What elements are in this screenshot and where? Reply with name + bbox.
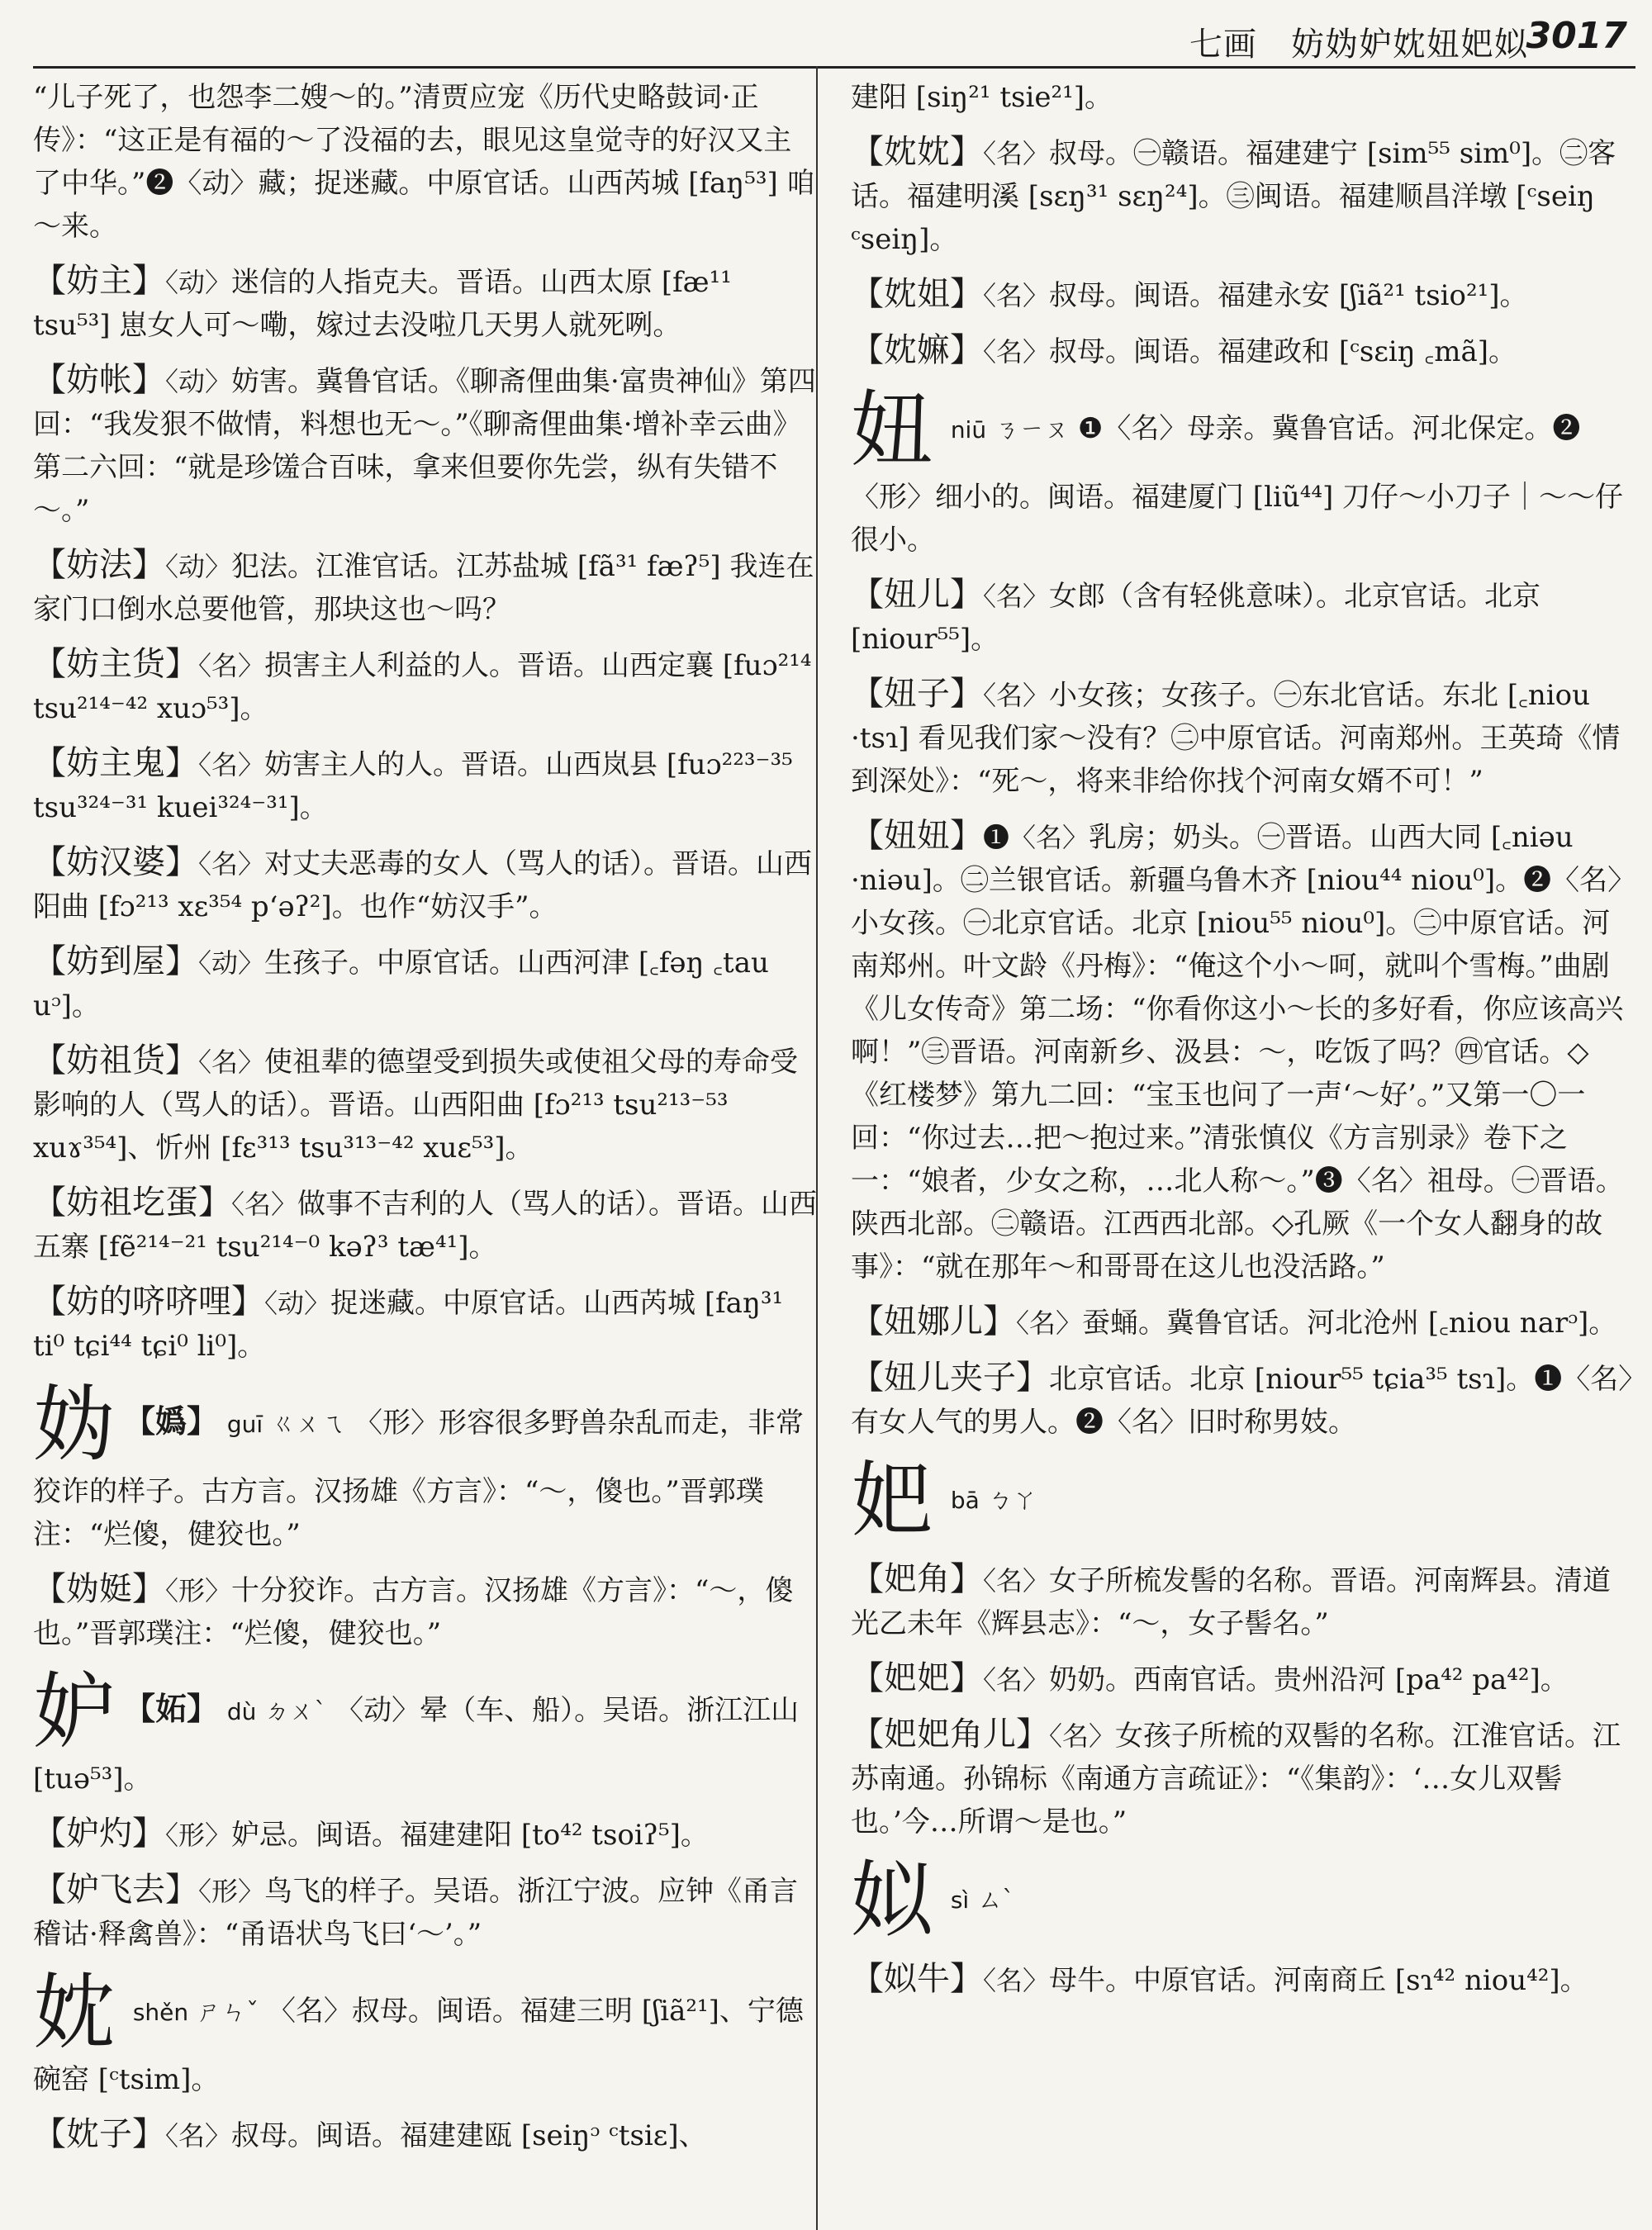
zhuyin: ㄍㄨㄟ <box>271 1410 346 1439</box>
pinyin: sì <box>950 1886 970 1914</box>
entry-pos: 〈形〉 <box>354 1407 439 1440</box>
left-column <box>33 76 818 2230</box>
character-entry <box>33 1964 818 2101</box>
entry-pos: 〈名〉 <box>983 1565 1050 1597</box>
entry-definition: 小女孩；女孩子。㊀东北官话。东北 [꜀niou ·tsɿ] 看见我们家～没有？㊁中原官话。河南郑州。王英琦《情到深处》：“死～，将来非给你找个河南女婿不可！” <box>851 679 1621 798</box>
dictionary-entry <box>851 329 1635 373</box>
continued-text: “儿子死了，也怨李二嫂～的。”清贾应宠《历代史略鼓词·正传》：“这正是有福的～了没福的去，眼见这皇觉寺的好汉又主了中华。”❷〈动〉藏；捉迷藏。中原官话。山西芮城 [faŋ⁵³] 咱～来。 <box>33 81 815 243</box>
entry-definition: 犯法。江淮官话。江苏盐城 [fã³¹ fæʔ⁵] 我连在家门口倒水总要他管，那块这也～吗？ <box>33 550 814 626</box>
entry-headword: 【妨祖货】 <box>33 1041 198 1079</box>
dictionary-entry <box>33 1868 818 1956</box>
head-character: 妒 <box>33 1663 116 1760</box>
entry-pos: 〈名〉 <box>267 1995 352 2028</box>
dictionary-entry <box>851 573 1635 661</box>
entry-headword: 【妞妞】 <box>851 817 983 855</box>
entry-headword: 【妨汉婆】 <box>33 843 198 881</box>
entry-pos: 〈名〉 <box>1016 1307 1083 1339</box>
entry-definition: 叔母。闽语。福建永安 [ʃiã²¹ tsio²¹]。 <box>1049 279 1528 312</box>
entry-headword: 【妨法】 <box>33 546 165 584</box>
zhuyin: ㄋㄧㄡ <box>995 415 1070 444</box>
zhuyin: ㄕㄣˇ <box>197 1998 259 2027</box>
entry-headword: 【妉子】 <box>33 2115 165 2153</box>
entry-headword: 【妞子】 <box>851 675 983 713</box>
head-character: 妞 <box>851 382 933 478</box>
entry-definition: 奶奶。西南官话。贵州沿河 [pa⁴² pa⁴²]。 <box>1049 1663 1569 1696</box>
entry-headword: 【妨帐】 <box>33 361 165 399</box>
entry-definition: 生孩子。中原官话。山西河津 [꜀fəŋ ꜀tau uᵓ]。 <box>33 947 769 1022</box>
entry-headword: 【妨祖圪蛋】 <box>33 1184 231 1222</box>
entry-pos: 〈动〉 <box>165 551 232 582</box>
dictionary-entry <box>851 1356 1635 1444</box>
entry-definition: 做事不吉利的人（骂人的话）。晋语。山西五寨 [fẽ²¹⁴⁻²¹ tsu²¹⁴⁻⁰ kəʔ³ tæ⁴¹]。 <box>33 1188 818 1264</box>
entry-pos: 〈名〉 <box>983 680 1050 711</box>
entry-definition: 叔母。㊀赣语。福建建宁 [sim⁵⁵ sim⁰]。㊁客话。福建明溪 [sɛŋ³¹ sɛŋ²⁴]。㊂闽语。福建顺昌洋墩 [ᶜseiŋ ᶜseiŋ]。 <box>851 137 1616 256</box>
entry-definition: 叔母。闽语。福建政和 [ᶜsɛiŋ ꜀mã]。 <box>1049 335 1517 368</box>
entry-pos: 〈名〉 <box>983 336 1050 368</box>
entry-headword: 【妉姐】 <box>851 275 983 313</box>
entry-pos: 〈动〉 <box>335 1694 420 1727</box>
character-entry <box>851 1452 1635 1549</box>
entry-headword: 【妞儿】 <box>851 576 983 614</box>
entry-pos: 〈名〉 <box>983 581 1050 612</box>
entry-headword: 【妞娜儿】 <box>851 1302 1016 1340</box>
entry-headword: 【妨主货】 <box>33 645 198 683</box>
dictionary-entry <box>851 1300 1635 1345</box>
head-character: 妫 <box>33 1376 116 1473</box>
pinyin: bā <box>950 1487 980 1514</box>
entry-pos: 〈名〉 <box>983 1965 1050 1996</box>
dictionary-entry <box>33 1568 818 1655</box>
entry-definition: 鸟飞的样子。吴语。浙江宁波。应钟《甬言稽诂·释禽兽》：“甬语状鸟飞曰‘～’。” <box>33 1875 799 1951</box>
entry-definition: 北京官话。北京 [niour⁵⁵ tɕia³⁵ tsɿ]。❶〈名〉有女人气的男人。❷〈名〉旧时称男妓。 <box>851 1363 1633 1439</box>
entry-definition: 使祖辈的德望受到损失或使祖父母的寿命受影响的人（骂人的话）。晋语。山西阳曲 [fɔ²¹³ tsu²¹³⁻⁵³ xuɤ³⁵⁴]、忻州 [fɛ³¹³ tsu³¹³⁻⁴² xuɛ⁵³]。 <box>33 1046 799 1165</box>
pinyin: guī <box>226 1411 263 1438</box>
entry-pos: ❶〈名〉 <box>1077 412 1188 445</box>
entry-pos: 〈形〉 <box>165 1575 232 1606</box>
dictionary-entry <box>851 814 1635 1288</box>
character-entry <box>33 1376 818 1556</box>
entry-headword: 【妞儿夹子】 <box>851 1359 1049 1397</box>
entry-definition: 叔母。闽语。福建三明 [ʃiã²¹]、宁德碗窑 [ᶜtsim]。 <box>33 1995 804 2096</box>
entry-headword: 【妒飞去】 <box>33 1871 198 1909</box>
entry-pos: 〈名〉 <box>165 2120 232 2152</box>
entry-pos: 〈名〉 <box>983 1664 1050 1696</box>
page-number: 3017 <box>1526 15 1627 57</box>
entry-headword: 【妨主】 <box>33 262 165 300</box>
dictionary-entry <box>33 1039 818 1170</box>
entry-pos: 〈名〉 <box>198 848 265 880</box>
entry-pos: 〈名〉 <box>231 1189 298 1220</box>
entry-definition: 乳房；奶头。㊀晋语。山西大同 [꜀niəu ·niəu]。㊁兰银官话。新疆乌鲁木齐 [niou⁴⁴ niou⁰]。❷〈名〉小女孩。㊀北京官话。北京 [niou⁵⁵ niou⁰]。㊁中原官话。河南郑州。叶文龄《丹梅》：“俺这个小～呵，就叫个雪梅。”曲剧《儿女传奇》第二场：“你看你这小～长的多好看，你应该高兴啊！”㊂晋语。河南新乡、汲县：～，吃饭了吗？㊃官话。◇《红楼梦》第九二回：“宝玉也问了一声‘～好’。”又第一〇一回：“你过去…把～抱过来。”清张慎仪《方言别录》卷下之一：“娘者，少女之称，…北人称～。”❸〈名〉祖母。㊀晋语。陕西北部。㊁赣语。江西西北部。◇孔厥《一个女人翻身的故事》：“就在那年～和哥哥在这儿也没活路。” <box>851 821 1624 1283</box>
entry-headword: 【妉妉】 <box>851 133 983 171</box>
dictionary-entry <box>851 1713 1635 1843</box>
dictionary-entry <box>851 1657 1635 1701</box>
dictionary-entry <box>33 940 818 1027</box>
dictionary-entry <box>851 672 1635 803</box>
entry-pos: 〈名〉 <box>1049 1720 1116 1752</box>
head-character: 妑 <box>851 1452 933 1549</box>
zhuyin: ㄉㄨˋ <box>264 1697 327 1726</box>
entry-headword: 【妨到屋】 <box>33 942 198 980</box>
dictionary-entry <box>33 1812 818 1857</box>
zhuyin: ㄅㄚ <box>987 1486 1037 1515</box>
entry-definition: 形容很多野兽杂乱而走，非常狡诈的样子。古方言。汉扬雄《方言》：“～，傻也。”晋郭璞注：“烂傻，健狡也。” <box>33 1407 804 1551</box>
zhuyin: ㄙˋ <box>977 1886 1015 1914</box>
entry-definition: 蚕蛹。冀鲁官话。河北沧州 [꜀niou narᵓ]。 <box>1082 1307 1617 1340</box>
entry-pos: 〈名〉 <box>198 749 265 780</box>
dictionary-entry <box>33 259 818 347</box>
entry-pos: 〈动〉 <box>165 366 232 397</box>
entry-definition: 母亲。冀鲁官话。河北保定。❷〈形〉细小的。闽语。福建厦门 [liũ⁴⁴] 刀仔～小刀子｜～～仔很小。 <box>851 412 1624 557</box>
character-entry <box>33 1663 818 1801</box>
entry-headword: 【妫娗】 <box>33 1570 165 1608</box>
entry-definition: 迷信的人指克夫。晋语。山西太原 [fæ¹¹ tsu⁵³] 崽女人可～嘞，嫁过去没啦几天男人就死咧。 <box>33 266 732 342</box>
entry-headword: 【妉嫲】 <box>851 331 983 369</box>
entry-headword: 【妨的哜哜哩】 <box>33 1283 264 1321</box>
continued-text: 建阳 [siŋ²¹ tsie²¹]。 <box>851 81 1113 114</box>
entry-definition: 对丈夫恶毒的女人（骂人的话）。晋语。山西阳曲 [fɔ²¹³ xɛ³⁵⁴ pʻəʔ²]。也作“妨汉手”。 <box>33 847 813 923</box>
dictionary-entry <box>33 841 818 928</box>
dictionary-entry <box>851 273 1635 317</box>
entry-definition: 妨害主人的人。晋语。山西岚县 [fuɔ²²³⁻³⁵ tsu³²⁴⁻³¹ kuei³²⁴⁻³¹]。 <box>33 748 793 824</box>
character-entry <box>851 1852 1635 1948</box>
pinyin: shěn <box>132 1999 189 2026</box>
entry-headword: 【妒灼】 <box>33 1815 165 1853</box>
entry-pos: 〈名〉 <box>983 280 1050 311</box>
entry-pos: 〈动〉 <box>165 267 232 298</box>
dictionary-entry <box>33 742 818 829</box>
entry-pos: 〈形〉 <box>198 1876 265 1907</box>
entry-definition: 十分狡诈。古方言。汉扬雄《方言》：“～，傻也。”晋郭璞注：“烂傻，健狡也。” <box>33 1574 794 1650</box>
entry-pos: 〈动〉 <box>264 1288 331 1319</box>
entry-definition: 妒忌。闽语。福建建阳 [to⁴² tsoiʔ⁵]。 <box>231 1819 709 1852</box>
pinyin: niū <box>950 416 987 444</box>
entry-pos: ❶〈名〉 <box>983 822 1089 853</box>
entry-headword: 【妨主鬼】 <box>33 744 198 782</box>
dictionary-entry <box>851 1558 1635 1645</box>
dictionary-entry <box>33 543 818 631</box>
entry-pos: 〈名〉 <box>983 138 1050 169</box>
entry-definition: 母牛。中原官话。河南商丘 [sɿ⁴² niou⁴²]。 <box>1049 1964 1588 1997</box>
head-character: 妉 <box>33 1964 116 2061</box>
dictionary-entry <box>851 130 1635 261</box>
entry-definition: 女孩子所梳的双髻的名称。江淮官话。江苏南通。孙锦标《南通方言疏证》：“《集韵》：‘…女儿双髻也。’今…所谓～是也。” <box>851 1720 1621 1839</box>
entry-definition: 晕（车、船）。吴语。浙江江山 [tuə⁵³]。 <box>33 1694 800 1796</box>
entry-headword: 【妑角】 <box>851 1560 983 1598</box>
header-title: 七画 妨妫妒妉妞妑姒 <box>1189 26 1528 64</box>
header-rule <box>33 66 1635 69</box>
entry-definition: 叔母。闽语。福建建瓯 [seiŋᵓ ᶜtsiɛ]、 <box>231 2119 707 2152</box>
variant-character: 【妬】 <box>124 1690 219 1727</box>
right-column <box>851 76 1635 2230</box>
entry-definition: 女郎（含有轻佻意味）。北京官话。北京 [niour⁵⁵]。 <box>851 580 1541 656</box>
pinyin: dù <box>226 1698 257 1725</box>
entry-pos: 〈形〉 <box>165 1820 232 1851</box>
dictionary-entry <box>33 1280 818 1368</box>
entry-definition: 损害主人利益的人。晋语。山西定襄 [fuɔ²¹⁴ tsu²¹⁴⁻⁴² xuɔ⁵³]。 <box>33 649 812 725</box>
variant-character: 【嬀】 <box>124 1402 219 1440</box>
entry-definition: 捉迷藏。中原官话。山西芮城 [faŋ³¹ ti⁰ tɕi⁴⁴ tɕi⁰ li⁰]。 <box>33 1287 784 1363</box>
head-character: 姒 <box>851 1852 933 1948</box>
entry-pos: 〈名〉 <box>198 650 265 681</box>
entry-definition: 妨害。冀鲁官话。《聊斋俚曲集·富贵神仙》第四回：“我发狠不做情，料想也无～。”《聊斋俚曲集·增补幸云曲》第二六回：“就是珍馐合百味，拿来但要你先尝，纵有失错不～。” <box>33 365 816 527</box>
entry-headword: 【妑妑】 <box>851 1659 983 1697</box>
dictionary-entry <box>33 2113 818 2157</box>
entry-pos: 〈动〉 <box>198 947 265 979</box>
dictionary-entry <box>33 358 818 532</box>
entry-definition: 女子所梳发髻的名称。晋语。河南辉县。清道光乙未年《辉县志》：“～，女子髻名。” <box>851 1564 1612 1640</box>
character-entry <box>851 382 1635 562</box>
dictionary-entry <box>851 1957 1635 2002</box>
entry-headword: 【妑妑角儿】 <box>851 1715 1049 1753</box>
entry-headword: 【姒牛】 <box>851 1960 983 1998</box>
dictionary-entry <box>33 1181 818 1269</box>
dictionary-entry <box>33 643 818 730</box>
entry-pos: 〈名〉 <box>198 1046 265 1078</box>
